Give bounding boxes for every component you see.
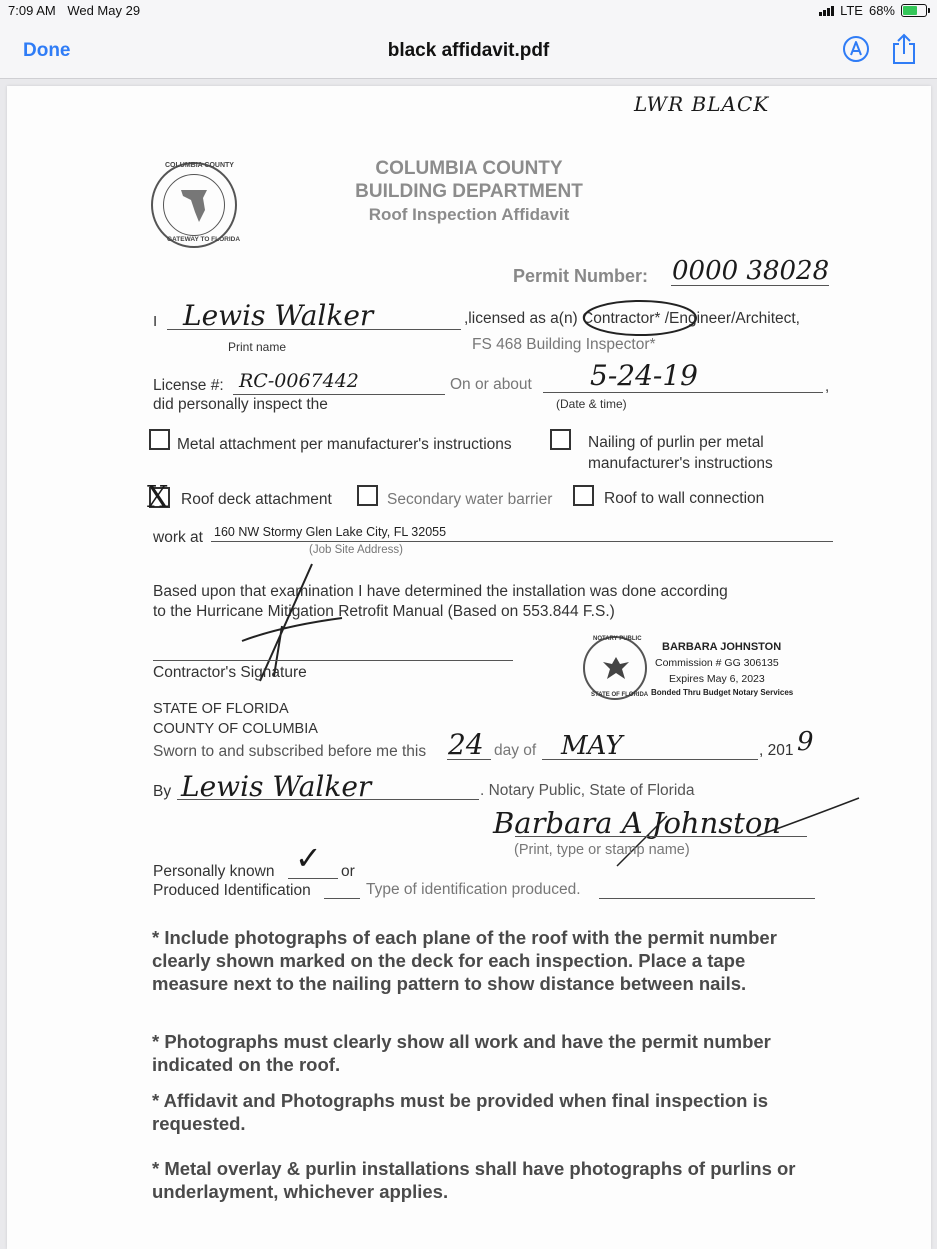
- permit-label: Permit Number:: [513, 266, 649, 286]
- contractor-signature-line: [153, 660, 513, 661]
- license-label: License #:: [153, 377, 224, 394]
- day-line: [447, 759, 491, 760]
- status-right: [819, 3, 927, 18]
- network-label: LTE: [840, 3, 863, 18]
- roof-wall-checkbox[interactable]: [573, 485, 594, 506]
- type-of-id-label: Type of identification produced.: [366, 881, 581, 898]
- by-line: [177, 799, 479, 800]
- by-label: By: [153, 783, 172, 800]
- month-value: MAY: [561, 731, 623, 761]
- print-name-label: Print name: [228, 340, 287, 354]
- day-of-label: day of: [494, 742, 537, 759]
- type-of-id-line: [599, 898, 815, 899]
- work-at-label: work at: [153, 529, 203, 546]
- battery-level: [903, 6, 917, 15]
- contractor-signature-label: Contractor's Signature: [153, 664, 307, 681]
- notary-seal-bottom: STATE OF FLORIDA: [591, 692, 649, 698]
- corner-note: LWR BLACK: [634, 92, 770, 116]
- permit-value: 0000 38028: [672, 256, 830, 286]
- roof-deck-checkbox[interactable]: [147, 480, 170, 515]
- note-photographs-work: * Photographs must clearly show all work and have the permit number indicated on the roof.: [152, 1031, 771, 1075]
- license-value: RC-0067442: [239, 370, 359, 392]
- status-left: [8, 3, 140, 18]
- notary-seal: [583, 636, 647, 700]
- date-line: [543, 392, 823, 393]
- eagle-icon: [601, 654, 631, 682]
- roof-deck-label: Roof deck attachment: [181, 491, 332, 508]
- address-line: [211, 541, 833, 542]
- print-type-label: (Print, type or stamp name): [514, 842, 690, 858]
- pdf-page[interactable]: [7, 86, 931, 1249]
- roof-wall-label: Roof to wall connection: [604, 490, 765, 507]
- personally-known-label: Personally known: [153, 863, 275, 880]
- i-label: I: [153, 313, 158, 330]
- on-or-about: On or about: [450, 376, 532, 393]
- date-value: 5-24-19: [590, 359, 698, 392]
- secondary-label: Secondary water barrier: [387, 491, 553, 508]
- document-title: black affidavit.pdf: [387, 40, 550, 61]
- license-line: [233, 394, 445, 395]
- fs-text: FS 468 Building Inspector*: [472, 336, 656, 353]
- licensed-text: ,licensed as a(n) Contractor* /Engineer/Architect,: [464, 310, 800, 327]
- year-suffix: 9: [797, 727, 814, 757]
- produced-id-line: [324, 898, 360, 899]
- metal-label: Metal attachment per manufacturer's instructions: [177, 436, 512, 453]
- seal-text-bottom: GATEWAY TO FLORIDA: [167, 236, 241, 243]
- day-value: 24: [448, 728, 484, 761]
- name-value: Lewis Walker: [183, 299, 374, 332]
- markup-pen-icon[interactable]: [842, 35, 870, 68]
- date-time-label: (Date & time): [556, 397, 627, 411]
- nailing-checkbox[interactable]: [550, 429, 571, 450]
- note-affidavit-final: * Affidavit and Photographs must be provided when final inspection is requested.: [152, 1090, 769, 1134]
- header-line-2: BUILDING DEPARTMENT: [355, 181, 583, 202]
- metal-checkbox[interactable]: [149, 429, 170, 450]
- or-label: or: [341, 863, 355, 880]
- status-time: 7:09 AM: [8, 3, 56, 18]
- nailing-label-2: manufacturer's instructions: [588, 455, 773, 472]
- status-bar: [0, 0, 937, 22]
- produced-id-label: Produced Identification: [153, 882, 311, 899]
- job-site-label: (Job Site Address): [309, 544, 403, 556]
- secondary-checkbox[interactable]: [357, 485, 378, 506]
- notary-seal-top: NOTARY PUBLIC: [593, 636, 642, 642]
- based-line-1: Based upon that examination I have determined the installation was done according: [153, 583, 728, 600]
- address-value: 160 NW Stormy Glen Lake City, FL 32055: [214, 525, 447, 539]
- roof-deck-check-mark: X: [147, 480, 169, 515]
- battery-percent: 68%: [868, 3, 895, 18]
- notary-name-line: [515, 836, 807, 837]
- county-label: COUNTY OF COLUMBIA: [153, 721, 318, 737]
- date-comma: ,: [825, 378, 830, 395]
- header-line-3: Roof Inspection Affidavit: [368, 205, 570, 224]
- permit-line: [671, 285, 829, 286]
- month-line: [542, 759, 758, 760]
- name-line: [167, 329, 461, 330]
- note-photographs-plane: * Include photographs of each plane of the roof with the permit number clearly shown marked on the deck for each inspection. Place a tape measure next to the nailing pattern to show distance between nails.: [152, 927, 777, 994]
- known-line: [288, 878, 338, 879]
- nailing-label-1: Nailing of purlin per metal: [588, 434, 764, 451]
- signal-icon: [819, 5, 834, 16]
- year-prefix: , 201: [759, 742, 794, 759]
- sworn-label: Sworn to and subscribed before me this: [153, 743, 427, 760]
- header-line-1: COLUMBIA COUNTY: [375, 158, 563, 179]
- notary-name: BARBARA JOHNSTON: [662, 641, 782, 653]
- did-inspect: did personally inspect the: [153, 396, 328, 413]
- nav-bar: [0, 22, 937, 79]
- by-value: Lewis Walker: [181, 770, 372, 803]
- state-label: STATE OF FLORIDA: [153, 701, 289, 717]
- seal-text-top: COLUMBIA COUNTY: [165, 162, 234, 169]
- notary-public-label: . Notary Public, State of Florida: [480, 782, 695, 799]
- share-icon[interactable]: [891, 33, 917, 70]
- note-metal-overlay: * Metal overlay & purlin installations shall have photographs of purlins or underlayment, whichever applies.: [152, 1158, 796, 1202]
- battery-icon: [901, 4, 927, 17]
- known-check-mark: ✓: [295, 839, 322, 877]
- notary-bonded: Bonded Thru Budget Notary Services: [651, 688, 794, 697]
- notary-signature: Barbara A Johnston: [493, 806, 781, 840]
- based-line-2: to the Hurricane Mitigation Retrofit Manual (Based on 553.844 F.S.): [153, 603, 615, 620]
- status-date: Wed May 29: [67, 3, 141, 18]
- notary-expires: Expires May 6, 2023: [669, 673, 765, 685]
- done-button[interactable]: Done: [23, 40, 71, 61]
- notary-commission: Commission # GG 306135: [655, 657, 779, 669]
- contractor-circle-mark: [582, 298, 700, 340]
